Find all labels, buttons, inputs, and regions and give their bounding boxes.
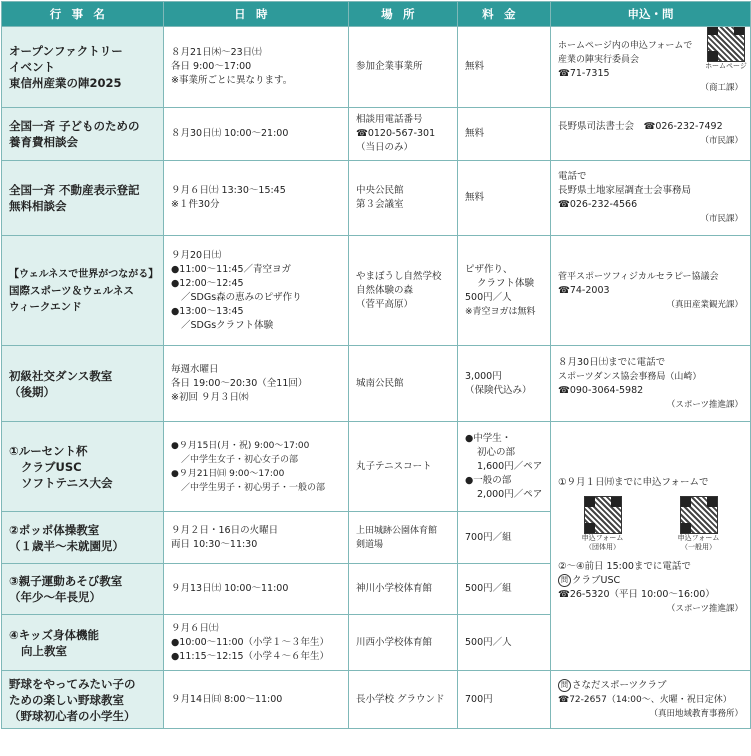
- event-fee: 700円／組: [458, 512, 551, 564]
- event-contact: ホームページ内の申込フォームで 産業の陣実行委員会 ☎71-7315 （商工課） ホームページ: [551, 27, 751, 108]
- event-datetime: 毎週水曜日 各日 19:00〜20:30（全11回） ※初回 ９月３日㈬: [164, 346, 349, 422]
- event-contact: 電話で 長野県土地家屋調査士会事務局 ☎026-232-4566 （市民課）: [551, 161, 751, 236]
- event-fee: ●中学生・ 初心の部 1,600円／ペア ●一般の部 2,000円／ペア: [458, 422, 551, 512]
- individual-form-qr[interactable]: 申込フォーム （一般用）: [669, 496, 729, 552]
- event-name: 【ウェルネスで世界がつながる】 国際スポーツ＆ウェルネス ウィークエンド: [2, 236, 164, 346]
- homepage-qr[interactable]: ホームページ: [702, 27, 750, 72]
- event-datetime: ９月14日㈰ 8:00〜11:00: [164, 671, 349, 729]
- event-name: 全国一斉 子どものための 養育費相談会: [2, 108, 164, 161]
- event-name: 野球をやってみたい子の ための楽しい野球教室 （野球初心者の小学生）: [2, 671, 164, 729]
- event-name: ①ルーセント杯 クラブUSC ソフトテニス大会: [2, 422, 164, 512]
- event-place: 上田城跡公園体育館 剣道場: [349, 512, 458, 564]
- event-fee: 500円／組: [458, 564, 551, 615]
- header-fee: 料金: [458, 2, 551, 27]
- table-row: [2, 27, 751, 108]
- qr-code-icon: [707, 27, 745, 63]
- event-datetime: ８月30日㈯ 10:00〜21:00: [164, 108, 349, 161]
- event-place: 参加企業事業所: [349, 27, 458, 108]
- event-datetime: ９月２日・16日の火曜日 両日 10:30〜11:30: [164, 512, 349, 564]
- event-contact: ８月30日㈯までに電話で スポーツダンス協会事務局（山崎） ☎090-3064-5982 （スポーツ推進課）: [551, 346, 751, 422]
- event-contact: 問 さなだスポーツクラブ ☎72-2657（14:00〜、火曜・祝日定休） （真田地域教育事務所）: [551, 671, 751, 729]
- qr-code-icon: [584, 496, 622, 534]
- event-datetime: ９月６日㈯ 13:30〜15:45 ※１件30分: [164, 161, 349, 236]
- form-qr-codes: [558, 496, 743, 552]
- event-place: 神川小学校体育館: [349, 564, 458, 615]
- table-row: [2, 108, 751, 161]
- event-place: 中央公民館 第３会議室: [349, 161, 458, 236]
- events-table: [1, 1, 751, 729]
- event-fee: ピザ作り、 クラフト体験 500円／人 ※青空ヨガは無料: [458, 236, 551, 346]
- header-event-name: 行事名: [2, 2, 164, 27]
- header-contact: 申込・問: [551, 2, 751, 27]
- table-row: [2, 422, 751, 512]
- event-datetime: ●９月15日(月・祝) 9:00〜17:00 ／中学生女子・初心女子の部 ●９月21日㈰ 9:00〜17:00 ／中学生男子・初心男子・一般の部: [164, 422, 349, 512]
- event-datetime: ９月20日㈯ ●11:00〜11:45／青空ヨガ ●12:00〜12:45 ／SDGs森の恵みのピザ作り ●13:00〜13:45 ／SDGsクラフト体験: [164, 236, 349, 346]
- header-place: 場所: [349, 2, 458, 27]
- event-place: 相談用電話番号 ☎0120-567-301 （当日のみ）: [349, 108, 458, 161]
- table-row: [2, 161, 751, 236]
- event-datetime: ９月６日㈯ ●10:00〜11:00（小学１〜３年生） ●11:15〜12:15（小学４〜６年生）: [164, 615, 349, 671]
- qr-code-icon: [680, 496, 718, 534]
- event-fee: 無料: [458, 27, 551, 108]
- event-fee: 無料: [458, 161, 551, 236]
- event-name: 初級社交ダンス教室 （後期）: [2, 346, 164, 422]
- event-datetime: ８月21日㈭〜23日㈯ 各日 9:00〜17:00 ※事業所ごとに異なります。: [164, 27, 349, 108]
- event-fee: 500円／人: [458, 615, 551, 671]
- event-place: 丸子テニスコート: [349, 422, 458, 512]
- table-row: [2, 671, 751, 729]
- group-form-qr[interactable]: 申込フォーム （団体用）: [573, 496, 633, 552]
- event-name: 全国一斉 不動産表示登記 無料相談会: [2, 161, 164, 236]
- header-datetime: 日時: [164, 2, 349, 27]
- event-contact: 菅平スポーツフィジカルセラピー協議会 ☎74-2003 （真田産業観光課）: [551, 236, 751, 346]
- event-name: オープンファクトリー イベント 東信州産業の陣2025: [2, 27, 164, 108]
- inquiry-badge-icon: 問: [558, 574, 571, 587]
- event-name: ④キッズ身体機能 向上教室: [2, 615, 164, 671]
- event-fee: 無料: [458, 108, 551, 161]
- table-header-row: [2, 2, 751, 27]
- event-place: 長小学校 グラウンド: [349, 671, 458, 729]
- event-fee: 3,000円 （保険代込み）: [458, 346, 551, 422]
- event-place: 城南公民館: [349, 346, 458, 422]
- event-contact: 長野県司法書士会 ☎026-232-7492 （市民課）: [551, 108, 751, 161]
- table-row: [2, 236, 751, 346]
- table-row: [2, 346, 751, 422]
- event-name: ③親子運動あそび教室 （年少〜年長児）: [2, 564, 164, 615]
- event-fee: 700円: [458, 671, 551, 729]
- merged-contact-cell: ①９月１日㈪までに申込フォームで 申込フォーム （団体用） 申込フォーム （一般用） ②〜④前日 15:00までに電話で 問 クラブUSC ☎26-5320（平日 10:00〜16:00） （スポーツ推進課）: [551, 422, 751, 671]
- event-place: 川西小学校体育館: [349, 615, 458, 671]
- event-place: やまぼうし自然学校 自然体験の森 （菅平高原）: [349, 236, 458, 346]
- event-datetime: ９月13日㈯ 10:00〜11:00: [164, 564, 349, 615]
- event-name: ②ポッポ体操教室 （１歳半〜未就園児）: [2, 512, 164, 564]
- inquiry-badge-icon: 問: [558, 679, 571, 692]
